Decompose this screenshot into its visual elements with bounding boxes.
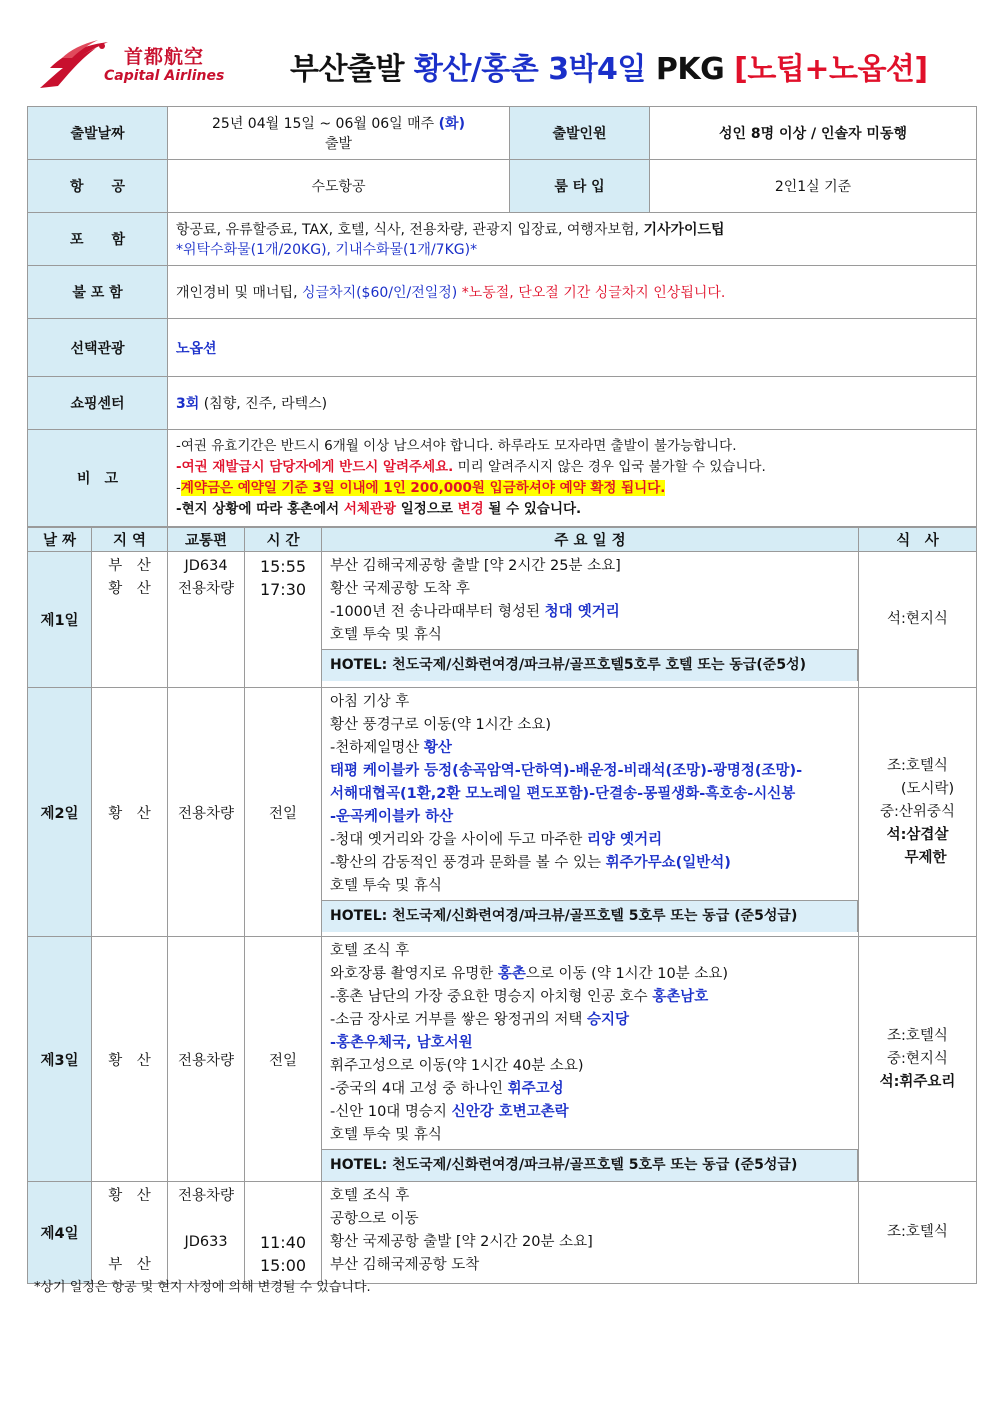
day-2-meal: 조:호텔식 (도시락) 중:산위중식 석:삼겹살 무제한 <box>859 688 977 937</box>
header-plan: 주 요 일 정 <box>322 528 859 552</box>
itinerary-day-2 <box>28 688 977 937</box>
title-no-tip-no-option: [노팁+노옵션] <box>734 52 928 87</box>
header-meal: 식 사 <box>859 528 977 552</box>
day-3-meal: 조:호텔식 중:현지식 석:휘주요리 <box>859 937 977 1182</box>
day-4-transport: 전용차량 JD633 <box>168 1182 245 1284</box>
day-3-time: 전일 <box>245 937 322 1182</box>
footnote: *상기 일정은 항공 및 현지 사정에 의해 변경될 수 있습니다. <box>34 1280 371 1295</box>
departure-people-value: 성인 8명 이상 / 인솔자 미동행 <box>650 107 977 160</box>
day-4-region: 황 산 부 산 <box>92 1182 168 1284</box>
day-2-plan: 아침 기상 후 황산 풍경구로 이동(약 1시간 소요) -천하제일명산 황산 태평 케이블카 등정(송곡암역-단하역)-배운정-비래석(조망)-광명정(조망)- 서해대협곡(1환,2환 모노레일 편도포함)-단결송-몽필생화-흑호송-시신봉 -운곡케이블카 하산 -청대 옛거리와 강을 사이에 두고 마주한 리양 옛거리 -황산의 감동적인 풍경과 문화를 볼 수 있는 휘주가무쇼(일반석) 호텔 투숙 및 휴식 HOTEL: 천도국제/신화련여경/파크뷰/골프호텔 5호루 또는 동급 (준5성급) <box>322 688 859 937</box>
optional-tour-value: 노옵션 <box>168 319 977 377</box>
header-date: 날 짜 <box>28 528 92 552</box>
itinerary-table <box>27 527 977 1284</box>
remarks-value <box>168 430 977 527</box>
day-4-label: 제4일 <box>28 1182 92 1284</box>
shopping-label: 쇼핑센터 <box>28 377 168 430</box>
day-3-plan: 호텔 조식 후 와호장룡 촬영지로 유명한 홍촌으로 이동 (약 1시간 10분 소요) -홍촌 남단의 가장 중요한 명승지 아치형 인공 호수 홍촌남호 -소금 장사로 거부를 쌓은 왕정귀의 저택 승지당 -홍촌우체국, 남호서원 휘주고성으로 이동(약 1시간 40분 소요) -중국의 4대 고성 중 하나인 휘주고성 -신안 10대 명승지 신안강 호변고촌락 호텔 투숙 및 휴식 HOTEL: 천도국제/신화련여경/파크뷰/골프호텔 5호루 또는 동급 (준5성급) <box>322 937 859 1182</box>
itinerary-day-1 <box>28 552 977 688</box>
remark-schedule-change: -현지 상황에 따라 홍촌에서 서체관광 일정으로 변경 될 수 있습니다. <box>176 501 582 517</box>
page-title <box>290 44 928 88</box>
day-1-hotel: HOTEL: 천도국제/신화련여경/파크뷰/골프호텔5호루 호텔 또는 동급(준5성) <box>322 649 858 681</box>
departure-date-value: 25년 04월 15일 ~ 06월 06일 매주 (화) 출발 <box>168 107 510 160</box>
excluded-label: 불 포 함 <box>28 266 168 319</box>
remark-deposit: -계약금은 예약일 기준 3일 이내에 1인 200,000원 입금하셔야 예약 확정 됩니다. <box>176 480 666 496</box>
remarks-label: 비 고 <box>28 430 168 527</box>
room-type-label: 룸 타 입 <box>510 160 650 213</box>
header-transport: 교통편 <box>168 528 245 552</box>
day-3-hotel: HOTEL: 천도국제/신화련여경/파크뷰/골프호텔 5호루 또는 동급 (준5성급) <box>322 1149 858 1181</box>
shopping-value: 3회 (침향, 진주, 라텍스) <box>168 377 977 430</box>
itinerary-day-3 <box>28 937 977 1182</box>
title-destination: 황산/홍촌 3박4일 <box>413 52 646 87</box>
day-1-label: 제1일 <box>28 552 92 688</box>
airline-value: 수도항공 <box>168 160 510 213</box>
day-1-transport: JD634 전용차량 <box>168 552 245 688</box>
phoenix-logo-icon <box>36 38 116 94</box>
optional-tour-label: 선택관광 <box>28 319 168 377</box>
day-1-time: 15:55 17:30 <box>245 552 322 688</box>
room-type-value: 2인1실 기준 <box>650 160 977 213</box>
day-3-region: 황 산 <box>92 937 168 1182</box>
day-1-plan: 부산 김해국제공항 출발 [약 2시간 25분 소요] 황산 국제공항 도착 후 -1000년 전 송나라때부터 형성된 청대 옛거리 호텔 투숙 및 휴식 HOTEL: 천도국제/신화련여경/파크뷰/골프호텔5호루 호텔 또는 동급(준5성) <box>322 552 859 688</box>
title-pkg: PKG <box>645 52 735 87</box>
day-2-region: 황 산 <box>92 688 168 937</box>
day-4-time: 11:40 15:00 <box>245 1182 322 1284</box>
day-4-meal: 조:호텔식 <box>859 1182 977 1284</box>
page-header <box>0 0 1000 100</box>
logo-english-text: Capital Airlines <box>104 68 225 84</box>
departure-date-label: 출발날짜 <box>28 107 168 160</box>
airline-logo <box>36 38 236 98</box>
logo-chinese-text: 首都航空 <box>124 46 205 68</box>
day-4-plan: 호텔 조식 후 공항으로 이동 황산 국제공항 출발 [약 2시간 20분 소요] 부산 김해국제공항 도착 <box>322 1182 859 1284</box>
itinerary-header-row <box>28 528 977 552</box>
itinerary-day-4 <box>28 1182 977 1284</box>
day-2-time: 전일 <box>245 688 322 937</box>
day-2-hotel: HOTEL: 천도국제/신화련여경/파크뷰/골프호텔 5호루 또는 동급 (준5성급) <box>322 900 858 932</box>
remark-passport-reissue: -여권 재발급시 담당자에게 반드시 알려주세요. 미리 알려주시지 않은 경우 입국 불가할 수 있습니다. <box>176 459 766 475</box>
remark-passport-validity: -여권 유효기간은 반드시 6개월 이상 남으셔야 합니다. 하루라도 모자라면 출발이 불가능합니다. <box>176 438 737 454</box>
included-value: 항공료, 유류할증료, TAX, 호텔, 식사, 전용차량, 관광지 입장료, 여행자보험, 기사가이드팁 *위탁수화물(1개/20KG), 기내수화물(1개/7KG)* <box>168 213 977 266</box>
day-3-label: 제3일 <box>28 937 92 1182</box>
day-3-transport: 전용차량 <box>168 937 245 1182</box>
day-2-transport: 전용차량 <box>168 688 245 937</box>
day-1-region: 부 산 황 산 <box>92 552 168 688</box>
header-time: 시 간 <box>245 528 322 552</box>
package-info-table <box>27 106 977 527</box>
day-1-meal: 석:현지식 <box>859 552 977 688</box>
included-label: 포 함 <box>28 213 168 266</box>
day-2-label: 제2일 <box>28 688 92 937</box>
excluded-value: 개인경비 및 매너팁, 싱글차지($60/인/전일정) *노동절, 단오절 기간 싱글차지 인상됩니다. <box>168 266 977 319</box>
departure-people-label: 출발인원 <box>510 107 650 160</box>
airline-label: 항 공 <box>28 160 168 213</box>
header-region: 지 역 <box>92 528 168 552</box>
title-departure: 부산출발 <box>290 52 414 87</box>
